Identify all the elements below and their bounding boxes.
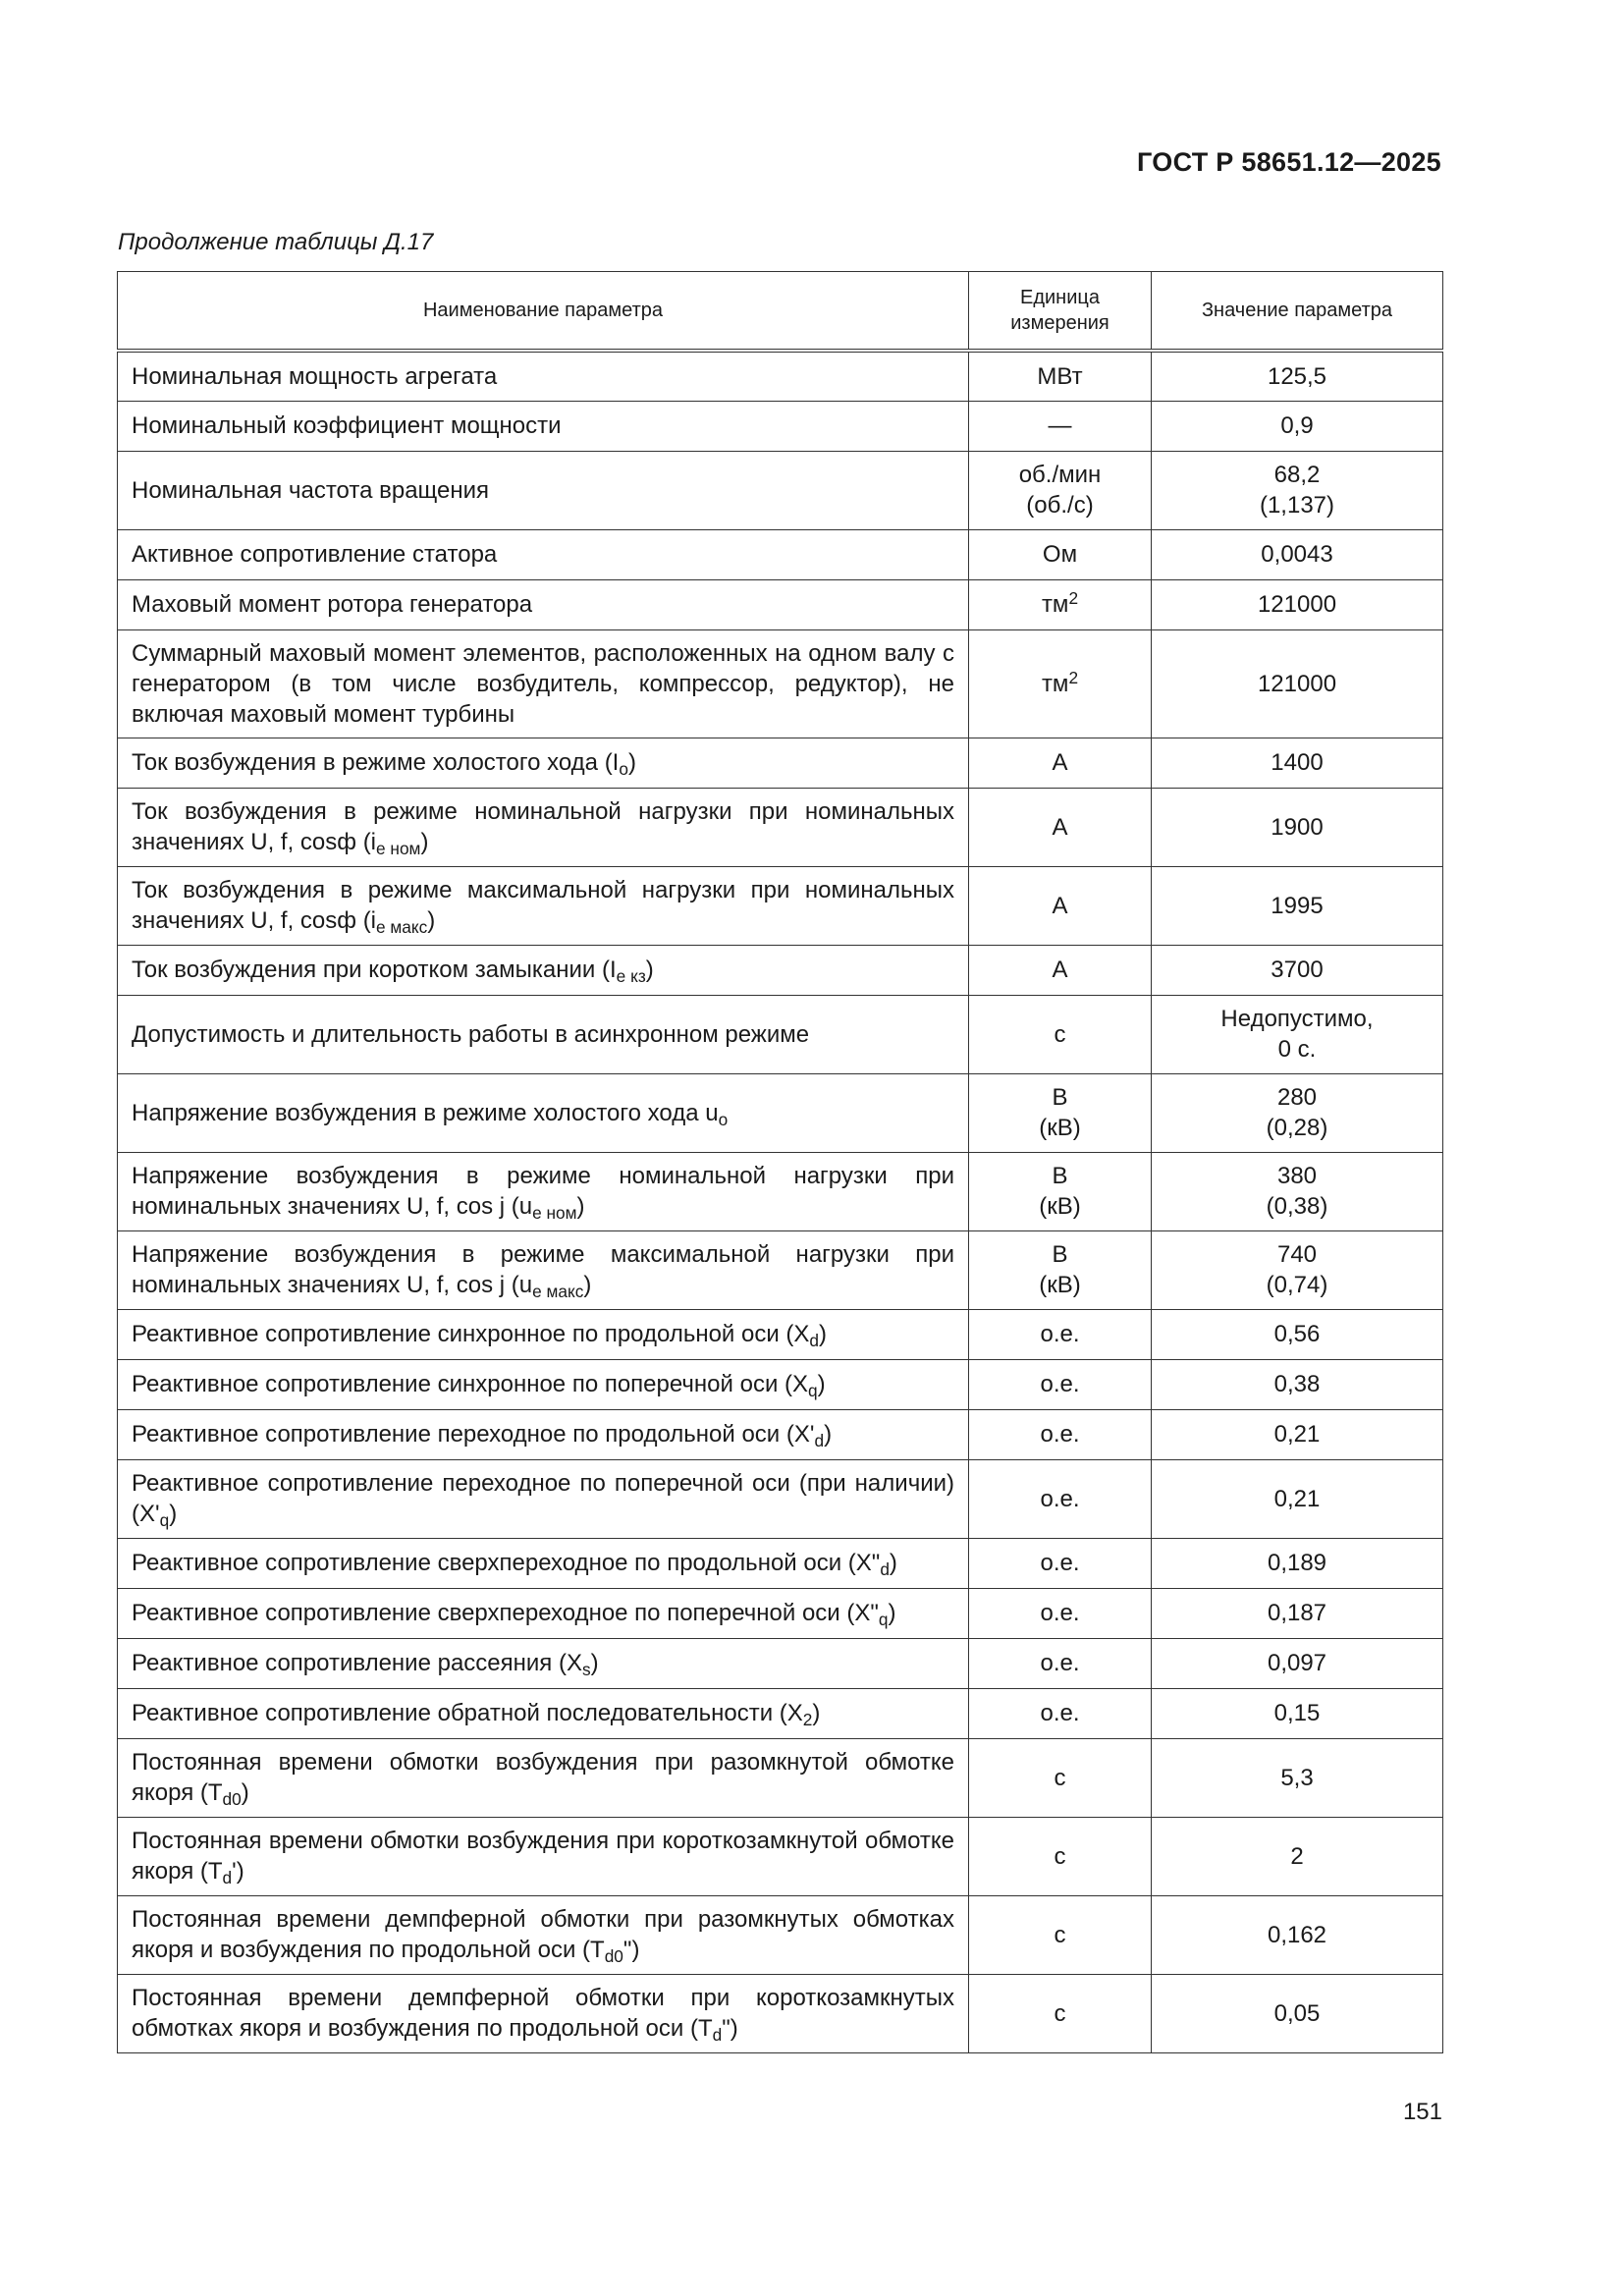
table-row bbox=[118, 401, 1443, 451]
parameter-subscript: d bbox=[814, 1430, 825, 1450]
parameter-subscript: o bbox=[718, 1109, 729, 1129]
value-cell: 0,162 bbox=[1152, 1895, 1443, 1974]
unit-cell: о.е. bbox=[969, 1588, 1152, 1638]
parameter-name: Постоянная времени обмотки возбуждения при короткозамкнутой обмотке якоря $(T_d')$ bbox=[118, 1817, 969, 1895]
unit-cell: о.е. bbox=[969, 1459, 1152, 1538]
table-row bbox=[118, 1688, 1443, 1738]
value-cell: 0,187 bbox=[1152, 1588, 1443, 1638]
table-row bbox=[118, 866, 1443, 945]
parameter-subscript: e ном bbox=[532, 1202, 577, 1223]
unit-cell: А bbox=[969, 866, 1152, 945]
parameter-subscript: e макс bbox=[376, 916, 428, 937]
unit-cell: В (кВ) bbox=[969, 1152, 1152, 1230]
parameter-name: Реактивное сопротивление переходное по продольной оси $(X'_d)$ bbox=[118, 1409, 969, 1459]
parameter-subscript: 2 bbox=[802, 1709, 813, 1729]
table-header-row bbox=[118, 272, 1443, 352]
table-row bbox=[118, 451, 1443, 529]
value-cell: 2 bbox=[1152, 1817, 1443, 1895]
parameter-subscript: q bbox=[878, 1609, 889, 1629]
unit-cell: о.е. bbox=[969, 1638, 1152, 1688]
table-row bbox=[118, 529, 1443, 579]
parameter-name: Напряжение возбуждения в режиме холостого хода $u_o$ bbox=[118, 1073, 969, 1152]
unit-cell: В (кВ) bbox=[969, 1230, 1152, 1309]
unit-cell: Ом bbox=[969, 529, 1152, 579]
table-row bbox=[118, 1538, 1443, 1588]
table-row bbox=[118, 1359, 1443, 1409]
parameter-name: Ток возбуждения в режиме максимальной нагрузки при номинальных значениях U, f, cosф $(i_{e макс})$ bbox=[118, 866, 969, 945]
unit-cell: о.е. bbox=[969, 1309, 1152, 1359]
table-row bbox=[118, 1309, 1443, 1359]
table-row bbox=[118, 1974, 1443, 2052]
parameter-name: Номинальная мощность агрегата bbox=[118, 351, 969, 401]
unit-cell: с bbox=[969, 1895, 1152, 1974]
parameter-subscript: s bbox=[581, 1659, 591, 1679]
value-cell: 0,56 bbox=[1152, 1309, 1443, 1359]
unit-cell: А bbox=[969, 738, 1152, 788]
header-parameter-name: Наименование параметра bbox=[118, 272, 969, 352]
parameter-name: Постоянная времени демпферной обмотки при разомкнутых обмотках якоря и возбуждения по продольной оси $(T_{d0}")$ bbox=[118, 1895, 969, 1974]
parameter-name: Ток возбуждения в режиме номинальной нагрузки при номинальных значениях U, f, cosф $(i_{e ном})$ bbox=[118, 788, 969, 866]
unit-cell: с bbox=[969, 995, 1152, 1073]
value-cell: Недопустимо, 0 с. bbox=[1152, 995, 1443, 1073]
unit-cell: о.е. bbox=[969, 1688, 1152, 1738]
parameter-name: Реактивное сопротивление синхронное по поперечной оси $(X_q)$ bbox=[118, 1359, 969, 1409]
value-cell: 280 (0,28) bbox=[1152, 1073, 1443, 1152]
page-number: 151 bbox=[1402, 2099, 1442, 2125]
value-cell: 380 (0,38) bbox=[1152, 1152, 1443, 1230]
parameter-subscript: o bbox=[619, 758, 628, 779]
parameter-subscript: d bbox=[712, 2024, 723, 2045]
unit-cell: МВт bbox=[969, 351, 1152, 401]
parameter-name: Маховый момент ротора генератора bbox=[118, 579, 969, 629]
unit-cell: с bbox=[969, 1817, 1152, 1895]
unit-cell: А bbox=[969, 788, 1152, 866]
parameter-subscript: d0 bbox=[604, 1945, 623, 1966]
document-code: ГОСТ Р 58651.12—2025 bbox=[1137, 147, 1441, 177]
unit-cell: В (кВ) bbox=[969, 1073, 1152, 1152]
table-row bbox=[118, 945, 1443, 995]
value-cell: 1995 bbox=[1152, 866, 1443, 945]
value-cell: 0,38 bbox=[1152, 1359, 1443, 1409]
parameter-name: Реактивное сопротивление рассеяния $(X_s)$ bbox=[118, 1638, 969, 1688]
parameter-name: Номинальная частота вращения bbox=[118, 451, 969, 529]
parameters-table bbox=[117, 271, 1443, 2053]
value-cell: 121000 bbox=[1152, 579, 1443, 629]
table-row bbox=[118, 1409, 1443, 1459]
header-unit-line1: Единица bbox=[1020, 287, 1100, 308]
table-row bbox=[118, 1073, 1443, 1152]
table-row bbox=[118, 995, 1443, 1073]
table-row bbox=[118, 1588, 1443, 1638]
parameter-subscript: d bbox=[222, 1867, 233, 1887]
value-cell: 5,3 bbox=[1152, 1738, 1443, 1817]
table-row bbox=[118, 788, 1443, 866]
table-row bbox=[118, 1895, 1443, 1974]
table-row bbox=[118, 1817, 1443, 1895]
parameter-name: Реактивное сопротивление обратной последовательности $(X_2)$ bbox=[118, 1688, 969, 1738]
value-cell: 0,097 bbox=[1152, 1638, 1443, 1688]
parameter-subscript: d bbox=[809, 1330, 820, 1350]
value-cell: 3700 bbox=[1152, 945, 1443, 995]
value-cell: 68,2 (1,137) bbox=[1152, 451, 1443, 529]
parameter-name: Реактивное сопротивление сверхпереходное по продольной оси $(X"_d)$ bbox=[118, 1538, 969, 1588]
unit-cell: с bbox=[969, 1974, 1152, 2052]
table-row bbox=[118, 1230, 1443, 1309]
value-cell: 1400 bbox=[1152, 738, 1443, 788]
value-cell: 740 (0,74) bbox=[1152, 1230, 1443, 1309]
parameter-subscript: d0 bbox=[222, 1788, 242, 1809]
unit-cell: о.е. bbox=[969, 1538, 1152, 1588]
value-cell: 0,05 bbox=[1152, 1974, 1443, 2052]
parameter-name: Напряжение возбуждения в режиме максимальной нагрузки при номинальных значениях U, f, cos j $(u_{e макс})$ bbox=[118, 1230, 969, 1309]
unit-cell: с bbox=[969, 1738, 1152, 1817]
table-row bbox=[118, 1459, 1443, 1538]
parameter-name: Ток возбуждения в режиме холостого хода $(I_o)$ bbox=[118, 738, 969, 788]
value-cell: 0,21 bbox=[1152, 1459, 1443, 1538]
unit-cell: — bbox=[969, 401, 1152, 451]
parameter-name: Номинальный коэффициент мощности bbox=[118, 401, 969, 451]
unit-cell: о.е. bbox=[969, 1359, 1152, 1409]
table-row bbox=[118, 1152, 1443, 1230]
parameter-subscript: e кз bbox=[616, 965, 646, 986]
unit-cell: А bbox=[969, 945, 1152, 995]
parameter-name: Реактивное сопротивление переходное по поперечной оси (при наличии) $(X'_q)$ bbox=[118, 1459, 969, 1538]
parameter-name: Активное сопротивление статора bbox=[118, 529, 969, 579]
parameter-subscript: q bbox=[808, 1380, 818, 1400]
header-unit-line2: измерения bbox=[1010, 312, 1109, 334]
header-value: Значение параметра bbox=[1152, 272, 1443, 352]
table-row bbox=[118, 629, 1443, 738]
parameter-name: Напряжение возбуждения в режиме номинальной нагрузки при номинальных значениях U, f, cos j $(u_{e ном})$ bbox=[118, 1152, 969, 1230]
value-cell: 0,0043 bbox=[1152, 529, 1443, 579]
value-cell: 125,5 bbox=[1152, 351, 1443, 401]
parameter-name: Постоянная времени обмотки возбуждения при разомкнутой обмотке якоря $(T_{d0})$ bbox=[118, 1738, 969, 1817]
table-caption: Продолжение таблицы Д.17 bbox=[118, 229, 434, 255]
unit-cell: о.е. bbox=[969, 1409, 1152, 1459]
value-cell: 0,9 bbox=[1152, 401, 1443, 451]
table-row bbox=[118, 579, 1443, 629]
table-row bbox=[118, 351, 1443, 401]
table-row bbox=[118, 1738, 1443, 1817]
unit-cell: об./мин (об./с) bbox=[969, 451, 1152, 529]
value-cell: 121000 bbox=[1152, 629, 1443, 738]
parameter-name: Ток возбуждения при коротком замыкании $(I_{e кз})$ bbox=[118, 945, 969, 995]
unit-cell: $тм^2$ bbox=[969, 629, 1152, 738]
parameter-subscript: e ном bbox=[376, 838, 421, 858]
parameter-name: Постоянная времени демпферной обмотки при короткозамкнутых обмотках якоря и возбуждения по продольной оси $(T_d")$ bbox=[118, 1974, 969, 2052]
header-unit bbox=[969, 272, 1152, 352]
table-row bbox=[118, 738, 1443, 788]
parameter-subscript: q bbox=[159, 1509, 170, 1530]
parameter-name: Суммарный маховый момент элементов, расположенных на одном валу с генератором (в том числе возбудитель, компрессор, редуктор), не включая маховый момент турбины bbox=[118, 629, 969, 738]
value-cell: 1900 bbox=[1152, 788, 1443, 866]
parameter-name: Реактивное сопротивление сверхпереходное по поперечной оси $(X"_q)$ bbox=[118, 1588, 969, 1638]
parameter-subscript: d bbox=[880, 1558, 890, 1579]
parameter-name: Допустимость и длительность работы в асинхронном режиме bbox=[118, 995, 969, 1073]
parameter-subscript: e макс bbox=[532, 1281, 584, 1301]
unit-cell: $тм^2$ bbox=[969, 579, 1152, 629]
value-cell: 0,21 bbox=[1152, 1409, 1443, 1459]
parameter-name: Реактивное сопротивление синхронное по продольной оси $(X_d)$ bbox=[118, 1309, 969, 1359]
value-cell: 0,189 bbox=[1152, 1538, 1443, 1588]
value-cell: 0,15 bbox=[1152, 1688, 1443, 1738]
table-row bbox=[118, 1638, 1443, 1688]
